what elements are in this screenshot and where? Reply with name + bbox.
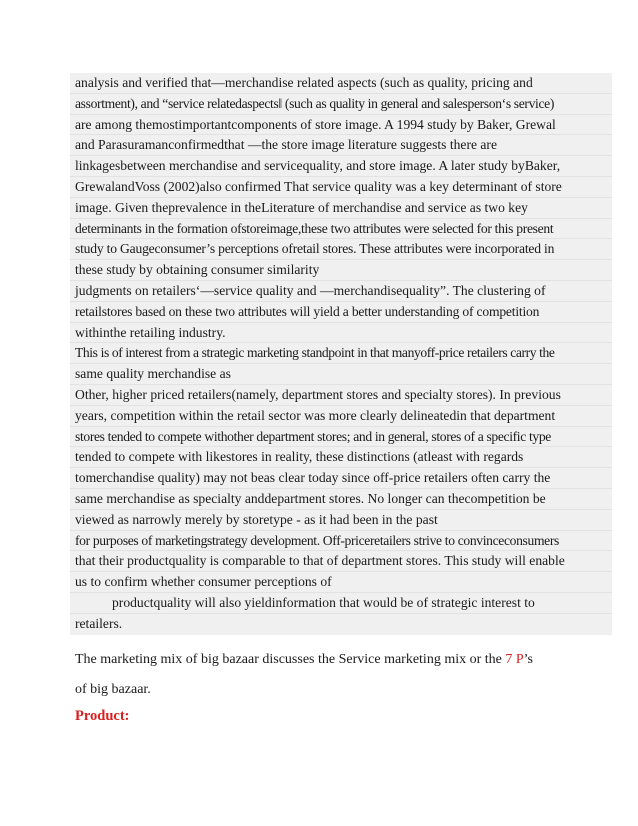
text-line: tomerchandise quality) may not beas clear today since off-price retailers often carry the: [70, 468, 612, 489]
text-line: determinants in the formation ofstoreimage,these two attributes were selected for this present: [70, 219, 612, 240]
text-line: productquality will also yieldinformation that would be of strategic interest to: [70, 593, 612, 614]
text-line: withinthe retailing industry.: [70, 323, 612, 344]
mix-paragraph-line-1: [75, 652, 615, 668]
text-line: same quality merchandise as: [70, 364, 612, 385]
text-line: retailers.: [75, 615, 123, 631]
text-line: study to Gaugeconsumer’s perceptions ofretail stores. These attributes were incorporated in: [70, 239, 612, 260]
text-line: This is of interest from a strategic marketing standpoint in that manyoff-price retailers carry the: [70, 343, 612, 364]
mix-paragraph-line-2: of big bazaar.: [75, 682, 151, 697]
text-line: GrewalandVoss (2002)also confirmed That service quality was a key determinant of store: [70, 177, 612, 198]
text-line: analysis and verified that—merchandise related aspects (such as quality, pricing and: [70, 73, 612, 94]
text-line: and Parasuramanconfirmedthat —the store image literature suggests there are: [70, 135, 612, 156]
text-line: viewed as narrowly merely by storetype - as it had been in the past: [70, 510, 612, 531]
text-line: that their productquality is comparable to that of department stores. This study will enable: [70, 551, 612, 572]
text-line: stores tended to compete withother department stores; and in general, stores of a specific type: [70, 427, 612, 448]
text-line: tended to compete with likestores in reality, these distinctions (atleast with regards: [70, 447, 612, 468]
text-line: same merchandise as specialty anddepartment stores. No longer can thecompetition be: [70, 489, 612, 510]
text-line: for purposes of marketingstrategy development. Off-priceretailers strive to convinceconsumers: [70, 531, 612, 552]
text-line: are among themostimportantcomponents of store image. A 1994 study by Baker, Grewal: [70, 115, 612, 136]
mix-text: The marketing mix of big bazaar discusses the Service marketing mix or the: [75, 652, 506, 667]
text-line: these study by obtaining consumer similarity: [70, 260, 612, 281]
text-line: Other, higher priced retailers(namely, department stores and specialty stores). In previous: [70, 385, 612, 406]
text-line: retailstores based on these two attributes will yield a better understanding of competition: [70, 302, 612, 323]
mix-suffix: ’s: [523, 652, 534, 667]
text-line: years, competition within the retail sector was more clearly delineatedin that department: [70, 406, 612, 427]
text-line: judgments on retailers‘—service quality and —merchandisequality”. The clustering of: [70, 281, 612, 302]
text-line: image. Given theprevalence in theLiterature of merchandise and service as two key: [70, 198, 612, 219]
text-line: us to confirm whether consumer perceptions of: [70, 572, 612, 593]
seven-p-highlight: 7 P: [505, 652, 524, 667]
text-line: linkagesbetween merchandise and servicequality, and store image. A later study byBaker,: [70, 156, 612, 177]
section-heading-product: Product:: [75, 708, 130, 724]
text-line: assortment), and “service relatedaspects‖ (such as quality in general and salesperson‘s service): [70, 94, 612, 115]
shaded-text-block: [70, 73, 612, 635]
